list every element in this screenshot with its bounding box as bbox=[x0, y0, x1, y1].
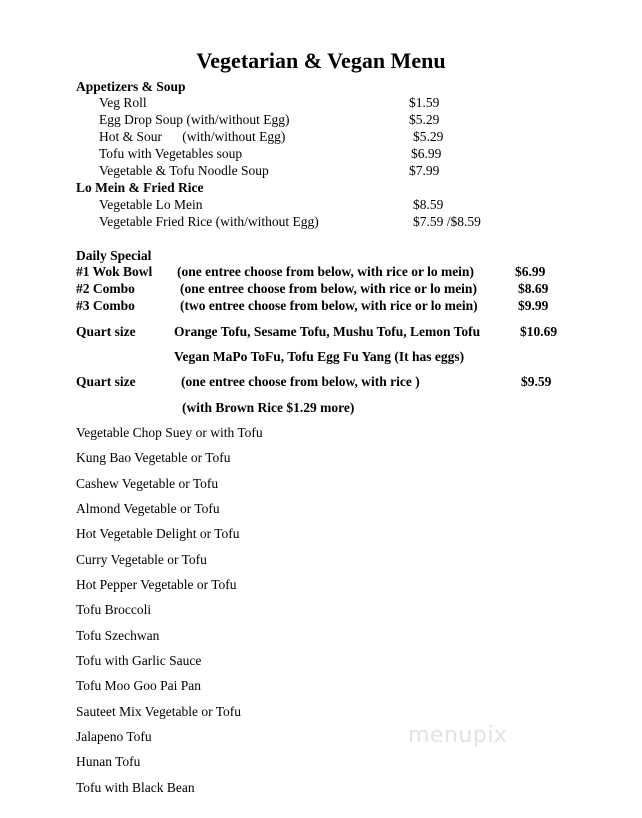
menu-item-name: Vegetable & Tofu Noodle Soup bbox=[99, 163, 269, 178]
special-price: $6.99 bbox=[515, 264, 546, 279]
section-heading-lomein: Lo Mein & Fried Rice bbox=[76, 180, 204, 195]
menu-item-name: Vegetable Lo Mein bbox=[99, 197, 203, 212]
entree-item: Jalapeno Tofu bbox=[76, 729, 152, 744]
page-title: Vegetarian & Vegan Menu bbox=[196, 48, 446, 73]
menu-item-name: Hot & Sour (with/without Egg) bbox=[99, 129, 286, 144]
special-description: (one entree choose from below, with rice or lo mein) bbox=[177, 264, 474, 279]
entree-item: Hot Vegetable Delight or Tofu bbox=[76, 526, 240, 541]
menu-item-price: $1.59 bbox=[409, 95, 440, 110]
quart-size-label: Quart size bbox=[76, 374, 136, 389]
menu-item-price: $7.99 bbox=[409, 163, 440, 178]
brown-rice-note: (with Brown Rice $1.29 more) bbox=[182, 400, 355, 415]
menu-item-price: $6.99 bbox=[411, 146, 442, 161]
entree-item: Kung Bao Vegetable or Tofu bbox=[76, 450, 231, 465]
watermark-logo: menupix bbox=[408, 723, 508, 748]
entree-item: Tofu with Black Bean bbox=[76, 780, 195, 795]
entree-item: Cashew Vegetable or Tofu bbox=[76, 476, 219, 491]
special-description: (two entree choose from below, with rice or lo mein) bbox=[180, 298, 478, 313]
entree-item: Tofu with Garlic Sauce bbox=[76, 653, 202, 668]
menu-item-price: $5.29 bbox=[409, 112, 440, 127]
menu-item-price: $8.59 bbox=[413, 197, 444, 212]
special-label: #2 Combo bbox=[76, 281, 135, 296]
quart-size-label: Quart size bbox=[76, 324, 136, 339]
quart-size-description: (one entree choose from below, with rice ) bbox=[181, 374, 420, 389]
quart-size-price: $9.59 bbox=[521, 374, 552, 389]
section-heading-daily-special: Daily Special bbox=[76, 248, 152, 263]
menu-item-name: Egg Drop Soup (with/without Egg) bbox=[99, 112, 290, 127]
quart-size-description: Orange Tofu, Sesame Tofu, Mushu Tofu, Lemon Tofu bbox=[174, 324, 481, 339]
entree-item: Vegetable Chop Suey or with Tofu bbox=[76, 425, 263, 440]
special-label: #3 Combo bbox=[76, 298, 135, 313]
entree-item: Almond Vegetable or Tofu bbox=[76, 501, 220, 516]
section-heading-appetizers: Appetizers & Soup bbox=[76, 79, 186, 94]
menu-item-name: Veg Roll bbox=[99, 95, 147, 110]
special-price: $9.99 bbox=[518, 298, 549, 313]
special-price: $8.69 bbox=[518, 281, 549, 296]
quart-size-description-2: Vegan MaPo ToFu, Tofu Egg Fu Yang (It has eggs) bbox=[174, 349, 465, 364]
quart-size-price: $10.69 bbox=[520, 324, 558, 339]
menu-item-price: $7.59 /$8.59 bbox=[413, 214, 481, 229]
entree-item: Tofu Broccoli bbox=[76, 602, 152, 617]
special-label: #1 Wok Bowl bbox=[76, 264, 153, 279]
menu-item-name: Vegetable Fried Rice (with/without Egg) bbox=[99, 214, 319, 229]
entree-item: Hot Pepper Vegetable or Tofu bbox=[76, 577, 237, 592]
entree-item: Sauteet Mix Vegetable or Tofu bbox=[76, 704, 242, 719]
entree-item: Tofu Moo Goo Pai Pan bbox=[76, 678, 202, 693]
menu-item-name: Tofu with Vegetables soup bbox=[99, 146, 243, 161]
entree-item: Tofu Szechwan bbox=[76, 628, 160, 643]
menu-item-price: $5.29 bbox=[413, 129, 444, 144]
special-description: (one entree choose from below, with rice or lo mein) bbox=[180, 281, 477, 296]
entree-item: Hunan Tofu bbox=[76, 754, 141, 769]
entree-item: Curry Vegetable or Tofu bbox=[76, 552, 207, 567]
